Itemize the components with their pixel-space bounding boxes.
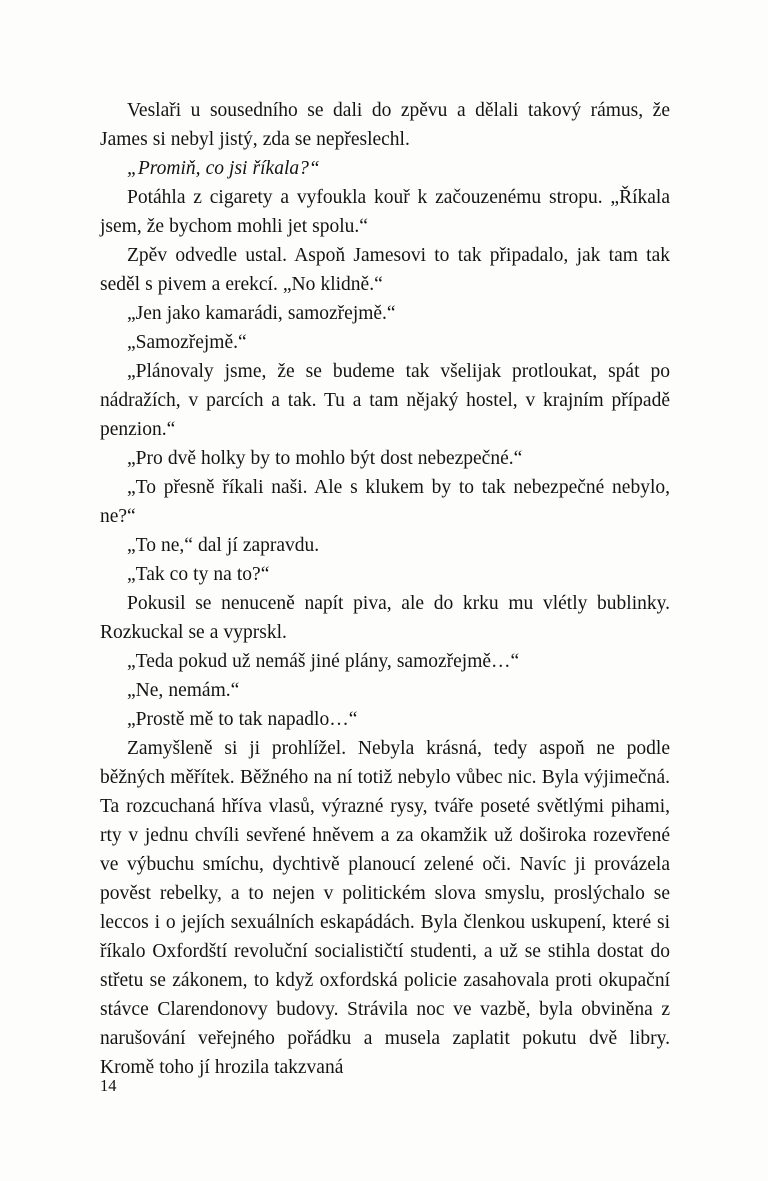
- paragraph: „To ne,“ dal jí zapravdu.: [127, 535, 320, 556]
- paragraph: Zamyšleně si ji prohlížel. Nebyla krásná, tedy aspoň ne podle běžných měřítek. Běžného na ní totiž nebylo vůbec nic. Byla výjimečná. Ta rozcuchaná hříva vlasů, výrazné rysy, tváře poseté světlými pihami, rty v jednu chvíli sevřené hněvem a za okamžik už doširoka rozevřené ve výbuchu smíchu, dychtivě planoucí zelené oči. Navíc ji provázela pověst rebelky, a to nejen v politickém slova smyslu, proslýchalo se leccos i o jejích sexuálních eskapádách. Byla členkou uskupení, které si říkalo Oxfordští revoluční socialističtí studenti, a už se stihla dostat do střetu se zákonem, to když oxfordská policie zasahovala proti okupační stávce Clarendonovy budovy. Strávila noc ve vazbě, byla obviněna z narušování veřejného pořádku a musela zaplatit pokutu dvě libry. Kromě toho jí hrozila takzvaná: [100, 738, 670, 1078]
- paragraph: „Plánovaly jsme, že se budeme tak všelijak protloukat, spát po nádražích, v parcích a tak. Tu a tam nějaký hostel, v krajním případě penzion.“: [100, 361, 670, 440]
- text-block: [100, 96, 670, 1082]
- paragraph: „Samozřejmě.“: [127, 332, 247, 353]
- paragraph: „Tak co ty na to?“: [127, 564, 270, 585]
- paragraph: „Promiň, co jsi říkala?“: [127, 158, 320, 179]
- paragraph: „Jen jako kamarádi, samozřejmě.“: [127, 303, 396, 324]
- paragraph: Pokusil se nenuceně napít piva, ale do krku mu vlétly bublinky. Rozkuckal se a vyprskl.: [100, 593, 670, 643]
- paragraph: „To přesně říkali naši. Ale s klukem by to tak nebezpečné nebylo, ne?“: [100, 477, 670, 527]
- page-number: 14: [100, 1076, 117, 1095]
- paragraph: „Pro dvě holky by to mohlo být dost nebezpečné.“: [127, 448, 523, 469]
- paragraph: Potáhla z cigarety a vyfoukla kouř k začouzenému stropu. „Říkala jsem, že bychom mohli jet spolu.“: [100, 187, 670, 237]
- paragraph: „Prostě mě to tak napadlo…“: [127, 709, 358, 730]
- paragraph: Veslaři u sousedního se dali do zpěvu a dělali takový rámus, že James si nebyl jistý, zda se nepřeslechl.: [100, 100, 670, 150]
- paragraph: Zpěv odvedle ustal. Aspoň Jamesovi to tak připadalo, jak tam tak seděl s pivem a erekcí. „No klidně.“: [100, 245, 670, 295]
- paragraph: „Ne, nemám.“: [127, 680, 240, 701]
- paragraph: „Teda pokud už nemáš jiné plány, samozřejmě…“: [127, 651, 520, 672]
